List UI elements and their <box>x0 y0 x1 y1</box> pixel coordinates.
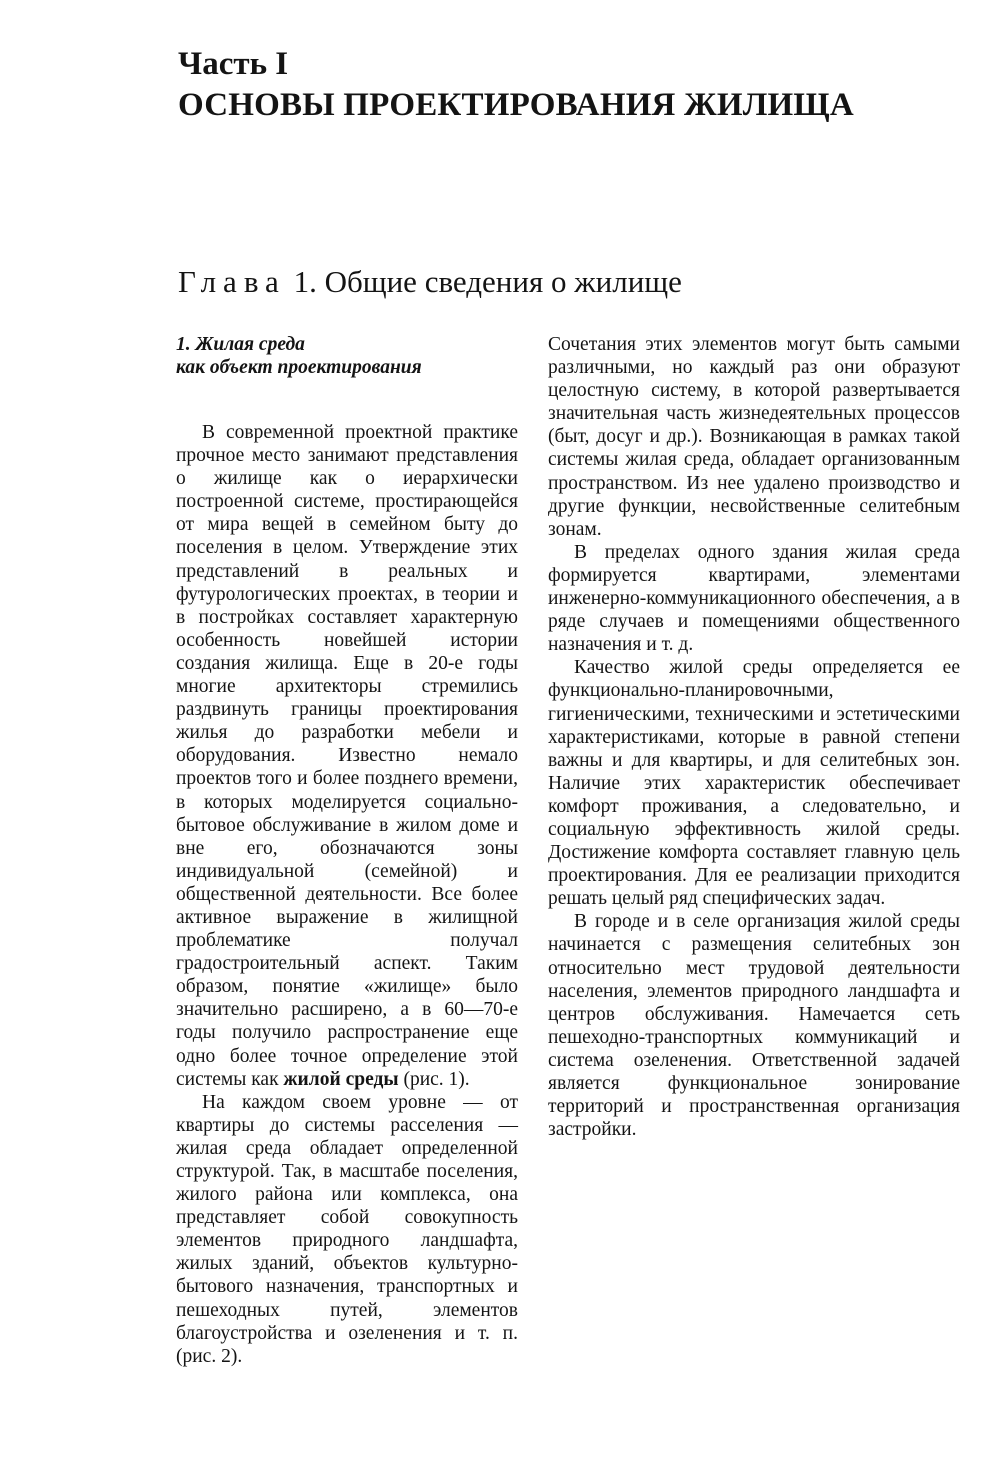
chapter-word: Глава <box>178 264 286 299</box>
paragraph-4: В пределах одного здания жилая среда формируется квартирами, элементами инженерно-коммуникационного обеспечения, а в ряде случаев и помещениями общественного назначения и т. д. <box>548 541 960 656</box>
right-column <box>548 333 960 1141</box>
chapter-title-text: 1. Общие сведения о жилище <box>285 264 682 299</box>
section-heading <box>176 333 518 379</box>
paragraph-1-text: В современной проектной практике прочное место занимают представления о жилище как о иерархически построенной системе, простирающейся от мира вещей в семейном быту до поселения в целом. Утверждение этих представлений в реальных и футурологических проектах, в теории и в постройках составляет характерную особенность новейшей истории создания жилища. Еще в 20-е годы многие архитекторы стремились раздвинуть границы проектирования жилья до разработки мебели и оборудования. Известно немало проектов того и более позднего времени, в которых моделируется социально-бытовое обслуживание в жилом доме и вне его, обозначаются зоны индивидуальной (семейной) и общественной деятельности. Все более активное выражение в жилищной проблематике получал градостроительный аспект. Таким образом, понятие «жилище» было значительно расширено, а в 60—70-е годы получило распространение еще одно более точное определение этой системы как <box>176 422 518 1090</box>
paragraph-3: Сочетания этих элементов могут быть самыми различными, но каждый раз они образуют целостную систему, в которой развертывается значительная часть жизнедеятельных процессов (быт, досуг и др.). Возникающая в рамках такой системы жилая среда, обладает организованным пространством. Из нее удалено производство и другие функции, несвойственные селитебным зонам. <box>548 334 960 540</box>
paragraph-6: В городе и в селе организация жилой среды начинается с размещения селитебных зон относительно мест трудовой деятельности населения, элементов природного ландшафта и центров обслуживания. Намечается сеть пешеходно-транспортных коммуникаций и система озеленения. Ответственной задачей является функциональное зонирование территорий и пространственная организация застройки. <box>548 911 960 1141</box>
paragraph-5: Качество жилой среды определяется ее функционально-планировочными, гигиеническими, техническими и эстетическими характеристиками, которые в равной степени важны и для квартиры, и для селитебных зон. Наличие этих характеристик обеспечивает комфорт проживания, а следовательно, и социальную эффективность жилой среды. Достижение комфорта составляет главную цель проектирования. Для ее реализации приходится решать целый ряд специфических задач. <box>548 657 960 910</box>
part-label: Часть I <box>178 46 289 82</box>
left-column <box>176 333 518 1368</box>
section-heading-line-1: 1. Жилая среда <box>176 334 305 355</box>
term-living-environment: жилой среды <box>283 1068 399 1090</box>
section-heading-line-2: как объект проектирования <box>176 357 422 378</box>
part-title: ОСНОВЫ ПРОЕКТИРОВАНИЯ ЖИЛИЩА <box>178 87 854 123</box>
chapter-title <box>178 262 682 302</box>
paragraph-1 <box>176 421 518 1091</box>
paragraph-2: На каждом своем уровне — от квартиры до системы расселения — жилая среда обладает определенной структурой. Так, в масштабе поселения, жилого района или комплекса, она представляет собой совокупность элементов природного ландшафта, жилых зданий, объектов культурно-бытового назначения, транспортных и пешеходных путей, элементов благоустройства и озеленения и т. п. (рис. 2). <box>176 1091 518 1367</box>
paragraph-1-figure-ref: (рис. 1). <box>398 1068 470 1090</box>
